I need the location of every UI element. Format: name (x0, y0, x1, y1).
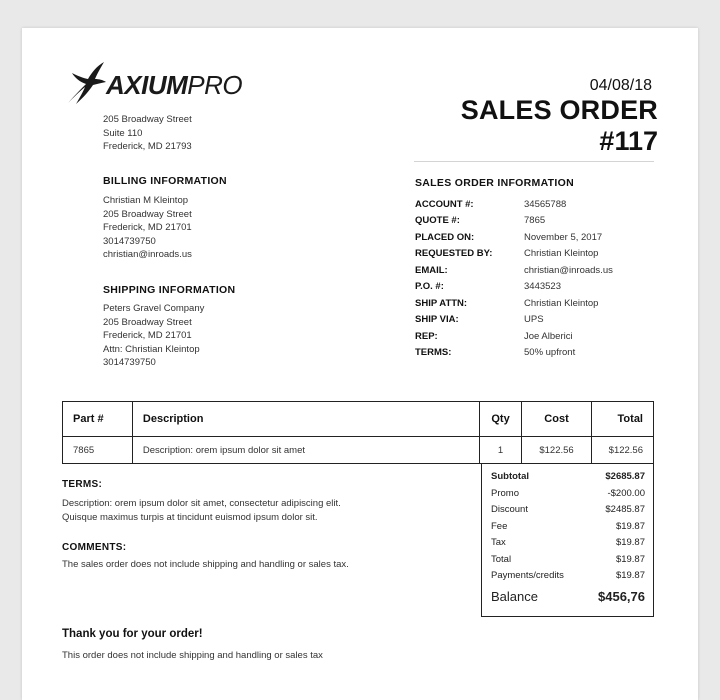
totals-value: $19.87 (615, 520, 645, 532)
cell-part: 7865 (63, 437, 133, 464)
order-info-value: 50% upfront (524, 347, 576, 358)
totals-row-subtotal (482, 471, 653, 488)
terms-line: Quisque maximus turpis at tincidunt euismod ipsum dolor sit. (62, 511, 318, 523)
order-info-row (415, 199, 675, 214)
order-info-heading: SALES ORDER INFORMATION (415, 177, 574, 189)
header-divider (414, 161, 654, 162)
order-info-label: QUOTE #: (415, 215, 460, 226)
footer-note: This order does not include shipping and handling or sales tax (62, 650, 323, 661)
order-info-label: PLACED ON: (415, 232, 475, 243)
totals-row-discount (482, 504, 653, 521)
logo-wordmark (106, 70, 242, 101)
order-info-label: SHIP VIA: (415, 314, 459, 325)
order-info-value: 7865 (524, 215, 546, 226)
order-info-row (415, 248, 675, 263)
totals-row-balance (482, 589, 653, 611)
table-header-row (63, 402, 654, 437)
column-header-description: Description (132, 402, 479, 437)
totals-row-payments (482, 570, 653, 587)
totals-label: Discount (491, 504, 528, 515)
column-header-cost: Cost (522, 402, 592, 437)
order-info-row (415, 298, 675, 313)
totals-label: Tax (491, 537, 506, 548)
thank-you-message: Thank you for your order! (62, 628, 203, 640)
order-info-value: 34565788 (524, 199, 567, 210)
shipping-line: Frederick, MD 21701 (103, 330, 192, 341)
comments-heading: COMMENTS: (62, 542, 127, 553)
company-address-line: Suite 110 (103, 127, 143, 139)
totals-value: $2485.87 (605, 504, 645, 515)
terms-line: Description: orem ipsum dolor sit amet, consectetur adipiscing elit. (62, 498, 341, 509)
totals-label: Total (491, 553, 512, 565)
comments-text: The sales order does not include shipping and handling or sales tax. (62, 559, 349, 570)
billing-line: 3014739750 (103, 235, 156, 247)
order-info-value: November 5, 2017 (524, 232, 603, 243)
logo-name-bold: AXIUM (106, 70, 188, 100)
order-info-label: EMAIL: (415, 265, 448, 276)
order-info-row (415, 314, 675, 329)
totals-label: Promo (491, 487, 519, 499)
cell-description: Description: orem ipsum dolor sit amet (132, 437, 479, 464)
shipping-line: Peters Gravel Company (103, 303, 205, 314)
totals-box (481, 463, 654, 617)
document-title: SALES ORDER (460, 95, 658, 125)
order-info-label: ACCOUNT #: (415, 199, 474, 210)
order-info-label: P.O. #: (415, 281, 444, 292)
shipping-line: 3014739750 (103, 357, 156, 368)
totals-row-total (482, 554, 653, 571)
company-logo (66, 60, 266, 110)
billing-line: Frederick, MD 21701 (103, 222, 192, 233)
shipping-details (103, 302, 204, 370)
totals-value: $19.87 (615, 570, 645, 581)
cell-qty: 1 (480, 437, 522, 464)
order-info-label: SHIP ATTN: (415, 298, 468, 309)
order-info-row (415, 331, 675, 346)
company-address-line: Frederick, MD 21793 (103, 141, 192, 152)
line-items-table (62, 401, 654, 464)
order-number: #117 (599, 126, 658, 156)
billing-details (103, 194, 192, 262)
order-info-label: REP: (415, 331, 438, 342)
order-info-value: Christian Kleintop (524, 298, 599, 309)
column-header-total: Total (592, 402, 654, 437)
totals-label: Balance (491, 588, 538, 604)
order-info-value: Christian Kleintop (524, 248, 599, 259)
axium-logo-icon (66, 60, 108, 106)
order-info-row (415, 265, 675, 280)
order-info-row (415, 281, 675, 296)
shipping-line: Attn: Christian Kleintop (103, 343, 200, 355)
column-header-qty: Qty (480, 402, 522, 437)
order-date: 04/08/18 (589, 77, 652, 94)
totals-label: Subtotal (491, 471, 529, 482)
order-info-row (415, 347, 675, 362)
order-info-value: 3443523 (524, 281, 561, 292)
shipping-line: 205 Broadway Street (103, 316, 192, 328)
order-info-row (415, 215, 675, 230)
terms-heading: TERMS: (62, 479, 103, 490)
order-info-label: REQUESTED BY: (415, 248, 493, 259)
totals-value: $19.87 (615, 537, 645, 548)
order-info-value: Joe Alberici (524, 331, 573, 342)
totals-label: Payments/credits (491, 570, 564, 581)
sales-order-document (22, 28, 698, 700)
totals-value: $19.87 (615, 553, 645, 565)
table-row (63, 437, 654, 464)
company-address (103, 113, 192, 154)
column-header-part: Part # (63, 402, 133, 437)
billing-heading: BILLING INFORMATION (103, 175, 227, 187)
billing-line: 205 Broadway Street (103, 208, 192, 220)
cell-cost: $122.56 (522, 437, 592, 464)
totals-row-fee (482, 521, 653, 538)
order-info-row (415, 232, 675, 247)
billing-line: Christian M Kleintop (103, 195, 189, 206)
billing-line: christian@inroads.us (103, 249, 192, 260)
totals-row-promo (482, 488, 653, 505)
totals-value: -$200.00 (607, 487, 645, 499)
totals-value: $2685.87 (605, 471, 645, 482)
order-info-value: christian@inroads.us (524, 265, 613, 276)
totals-label: Fee (491, 520, 508, 532)
logo-name-light: PRO (187, 70, 243, 100)
terms-text (62, 497, 341, 524)
shipping-heading: SHIPPING INFORMATION (103, 284, 236, 296)
order-info-value: UPS (524, 314, 544, 325)
order-info-label: TERMS: (415, 347, 452, 358)
totals-row-tax (482, 537, 653, 554)
cell-total: $122.56 (592, 437, 654, 464)
company-address-line: 205 Broadway Street (103, 114, 192, 125)
totals-value: $456,76 (598, 588, 645, 604)
